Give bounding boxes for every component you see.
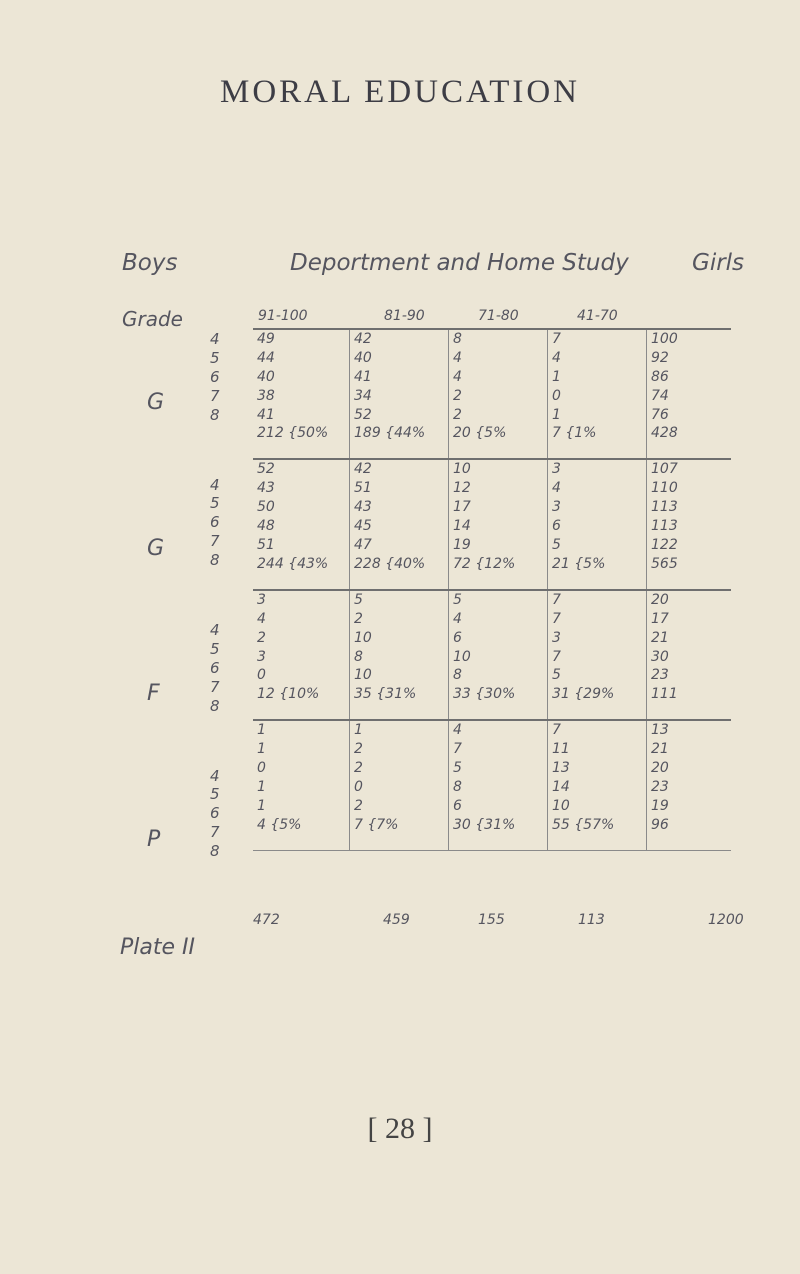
cell-total: 31 {29% (552, 686, 615, 703)
cell-value: 7 (552, 331, 561, 347)
cell-value: 10 (552, 797, 570, 814)
column-header: 41-70 (577, 308, 618, 324)
cell-value: 2 (257, 629, 266, 646)
cell-value: 1 (257, 779, 266, 796)
cell-value: 7 (453, 741, 462, 758)
cell-value: 44 (257, 349, 275, 366)
cell-value: 0 (354, 779, 363, 796)
cell-value: 107 (651, 461, 678, 478)
cell-value: 2 (354, 610, 363, 627)
cell-value: 14 (453, 518, 471, 535)
page-title: MORAL EDUCATION (219, 74, 580, 110)
grade-block-row (253, 329, 731, 459)
cell-value: 41 (354, 368, 372, 385)
cell-value: 3 (552, 629, 561, 646)
cell-value: 7 (552, 610, 561, 627)
cell-total: 21 {5% (552, 555, 606, 572)
row-number: 6 (210, 804, 220, 823)
row-number: 7 (210, 823, 220, 842)
cell-value: 34 (354, 387, 372, 404)
grade-letter: G (147, 535, 165, 561)
cell-total: 189 {44% (354, 425, 426, 442)
cell-value: 92 (651, 349, 669, 366)
cell-value: 23 (651, 667, 669, 684)
cell-value: 21 (651, 629, 669, 646)
row-number: 7 (210, 532, 220, 551)
cell-value: 4 (552, 349, 561, 366)
cell-total: 244 {43% (257, 555, 329, 572)
cell-value: 86 (651, 368, 669, 385)
column-header: 91-100 (258, 308, 308, 324)
cell-total: 20 {5% (453, 425, 507, 442)
cell-value: 0 (257, 760, 266, 777)
cell-total: 7 {1% (552, 425, 597, 442)
grade-cell (350, 459, 449, 589)
cell-value: 30 (651, 648, 669, 665)
cell-value: 47 (354, 537, 372, 554)
row-number: 6 (210, 367, 220, 386)
cell-value: 40 (354, 349, 372, 366)
header-subject: Deportment and Home Study (290, 250, 629, 276)
cell-value: 5 (354, 591, 363, 608)
total-cell: 155 (478, 912, 505, 928)
cell-value: 40 (257, 368, 275, 385)
row-number: 5 (210, 494, 220, 513)
cell-value: 6 (453, 629, 462, 646)
cell-total: 55 {57% (552, 816, 615, 833)
cell-value: 4 (453, 368, 462, 385)
cell-value: 6 (453, 797, 462, 814)
cell-value: 122 (651, 537, 678, 554)
cell-value: 17 (651, 610, 669, 627)
cell-value: 10 (354, 629, 372, 646)
cell-value: 19 (453, 537, 471, 554)
cell-value: 13 (651, 722, 669, 739)
total-cell: 1200 (708, 912, 744, 928)
cell-total: 4 {5% (257, 816, 302, 833)
header-boys: Boys (122, 250, 178, 276)
total-cell: 472 (253, 912, 280, 928)
row-number: 6 (210, 658, 220, 677)
study-table (253, 328, 731, 851)
cell-value: 5 (453, 591, 462, 608)
cell-value: 3 (552, 499, 561, 516)
cell-value: 76 (651, 406, 669, 423)
cell-value: 0 (257, 667, 266, 684)
row-number: 4 (210, 330, 220, 348)
column-header: 81-90 (384, 308, 425, 324)
cell-value: 1 (552, 368, 561, 385)
row-number: 4 (210, 621, 220, 639)
cell-value: 42 (354, 331, 372, 347)
cell-value: 14 (552, 779, 570, 796)
grade-letter: G (147, 390, 165, 415)
cell-value: 21 (651, 741, 669, 758)
cell-value: 1 (257, 741, 266, 758)
cell-value: 1 (354, 722, 363, 739)
cell-value: 51 (354, 480, 372, 497)
cell-value: 20 (651, 591, 669, 608)
row-numbers (210, 767, 220, 877)
grade-cell (449, 590, 548, 720)
cell-value: 12 (453, 480, 471, 497)
grade-cell (253, 459, 350, 589)
cell-value: 11 (552, 741, 570, 758)
cell-total: 30 {31% (453, 816, 516, 833)
row-numbers (210, 621, 220, 731)
cell-value: 8 (453, 779, 462, 796)
cell-value: 43 (354, 499, 372, 516)
row-number: 5 (210, 785, 220, 804)
cell-value: 41 (257, 406, 275, 423)
plate-label: Plate II (120, 935, 195, 960)
row-number: 8 (210, 405, 220, 424)
cell-value: 2 (453, 406, 462, 423)
cell-total: 12 {10% (257, 686, 320, 703)
cell-total: 96 (651, 816, 669, 833)
cell-value: 8 (453, 331, 462, 347)
cell-value: 45 (354, 518, 372, 535)
row-number: 5 (210, 348, 220, 367)
cell-value: 52 (257, 461, 275, 478)
grade-cell (449, 720, 548, 850)
cell-value: 19 (651, 797, 669, 814)
cell-value: 43 (257, 480, 275, 497)
cell-value: 5 (552, 667, 561, 684)
cell-value: 2 (354, 797, 363, 814)
cell-value: 10 (453, 461, 471, 478)
grade-cell (253, 329, 350, 459)
girls-cell (647, 459, 732, 589)
cell-value: 10 (453, 648, 471, 665)
cell-value: 4 (257, 610, 266, 627)
cell-total: 565 (651, 555, 678, 572)
row-numbers (210, 330, 220, 440)
cell-value: 42 (354, 461, 372, 478)
grade-cell (548, 329, 647, 459)
grade-block-row (253, 459, 731, 589)
cell-value: 52 (354, 406, 372, 423)
grade-cell (548, 590, 647, 720)
girls-cell (647, 590, 732, 720)
cell-value: 5 (552, 537, 561, 554)
row-number: 8 (210, 842, 220, 861)
header-girls: Girls (692, 250, 745, 276)
row-number: 8 (210, 696, 220, 715)
cell-total: 7 {7% (354, 816, 399, 833)
cell-value: 4 (552, 480, 561, 497)
total-cell: 113 (578, 912, 605, 928)
row-number: 5 (210, 639, 220, 658)
cell-value: 100 (651, 331, 678, 347)
cell-value: 110 (651, 480, 678, 497)
cell-value: 1 (552, 406, 561, 423)
cell-total: 428 (651, 425, 678, 442)
grade-block-row (253, 590, 731, 720)
cell-value: 0 (552, 387, 561, 404)
column-header: 71-80 (478, 308, 519, 324)
girls-cell (647, 329, 732, 459)
cell-value: 1 (257, 797, 266, 814)
cell-value: 7 (552, 722, 561, 739)
cell-value: 7 (552, 591, 561, 608)
cell-value: 8 (453, 667, 462, 684)
cell-value: 2 (453, 387, 462, 404)
cell-value: 38 (257, 387, 275, 404)
grade-cell (253, 590, 350, 720)
cell-total: 35 {31% (354, 686, 417, 703)
cell-value: 13 (552, 760, 570, 777)
grade-cell (548, 459, 647, 589)
cell-total: 72 {12% (453, 555, 516, 572)
cell-total: 212 {50% (257, 425, 329, 442)
cell-total: 111 (651, 686, 678, 703)
cell-value: 17 (453, 499, 471, 516)
grade-cell (449, 459, 548, 589)
cell-value: 1 (257, 722, 266, 739)
grade-cell (350, 590, 449, 720)
grade-cell (350, 329, 449, 459)
cell-value: 113 (651, 499, 678, 516)
cell-total: 33 {30% (453, 686, 516, 703)
grade-cell (449, 329, 548, 459)
grade-cell (253, 720, 350, 850)
cell-value: 3 (257, 591, 266, 608)
cell-value: 4 (453, 610, 462, 627)
grade-letter: P (147, 826, 161, 852)
cell-value: 2 (354, 760, 363, 777)
cell-value: 23 (651, 779, 669, 796)
grade-label: Grade (122, 307, 183, 331)
cell-value: 3 (257, 648, 266, 665)
cell-value: 48 (257, 518, 275, 535)
cell-value: 74 (651, 387, 669, 404)
cell-total: 228 {40% (354, 555, 426, 572)
cell-value: 5 (453, 760, 462, 777)
cell-value: 6 (552, 518, 561, 535)
row-number: 7 (210, 386, 220, 405)
cell-value: 49 (257, 331, 275, 347)
row-number: 7 (210, 677, 220, 696)
row-number: 6 (210, 513, 220, 532)
page-number: [ 28 ] (367, 1112, 433, 1145)
cell-value: 20 (651, 760, 669, 777)
cell-value: 4 (453, 349, 462, 366)
row-number: 4 (210, 475, 220, 494)
cell-value: 113 (651, 518, 678, 535)
cell-value: 7 (552, 648, 561, 665)
total-cell: 459 (383, 912, 410, 928)
row-number: 8 (210, 551, 220, 570)
cell-value: 51 (257, 537, 275, 554)
cell-value: 50 (257, 499, 275, 516)
grade-letter: F (147, 681, 160, 706)
cell-value: 2 (354, 741, 363, 758)
cell-value: 3 (552, 461, 561, 478)
grade-cell (548, 720, 647, 850)
row-numbers (210, 476, 220, 586)
grade-block-row (253, 720, 731, 850)
grade-cell (350, 720, 449, 850)
cell-value: 4 (453, 722, 462, 739)
cell-value: 8 (354, 648, 363, 665)
girls-cell (647, 720, 732, 850)
row-number: 4 (210, 766, 220, 785)
cell-value: 10 (354, 667, 372, 684)
